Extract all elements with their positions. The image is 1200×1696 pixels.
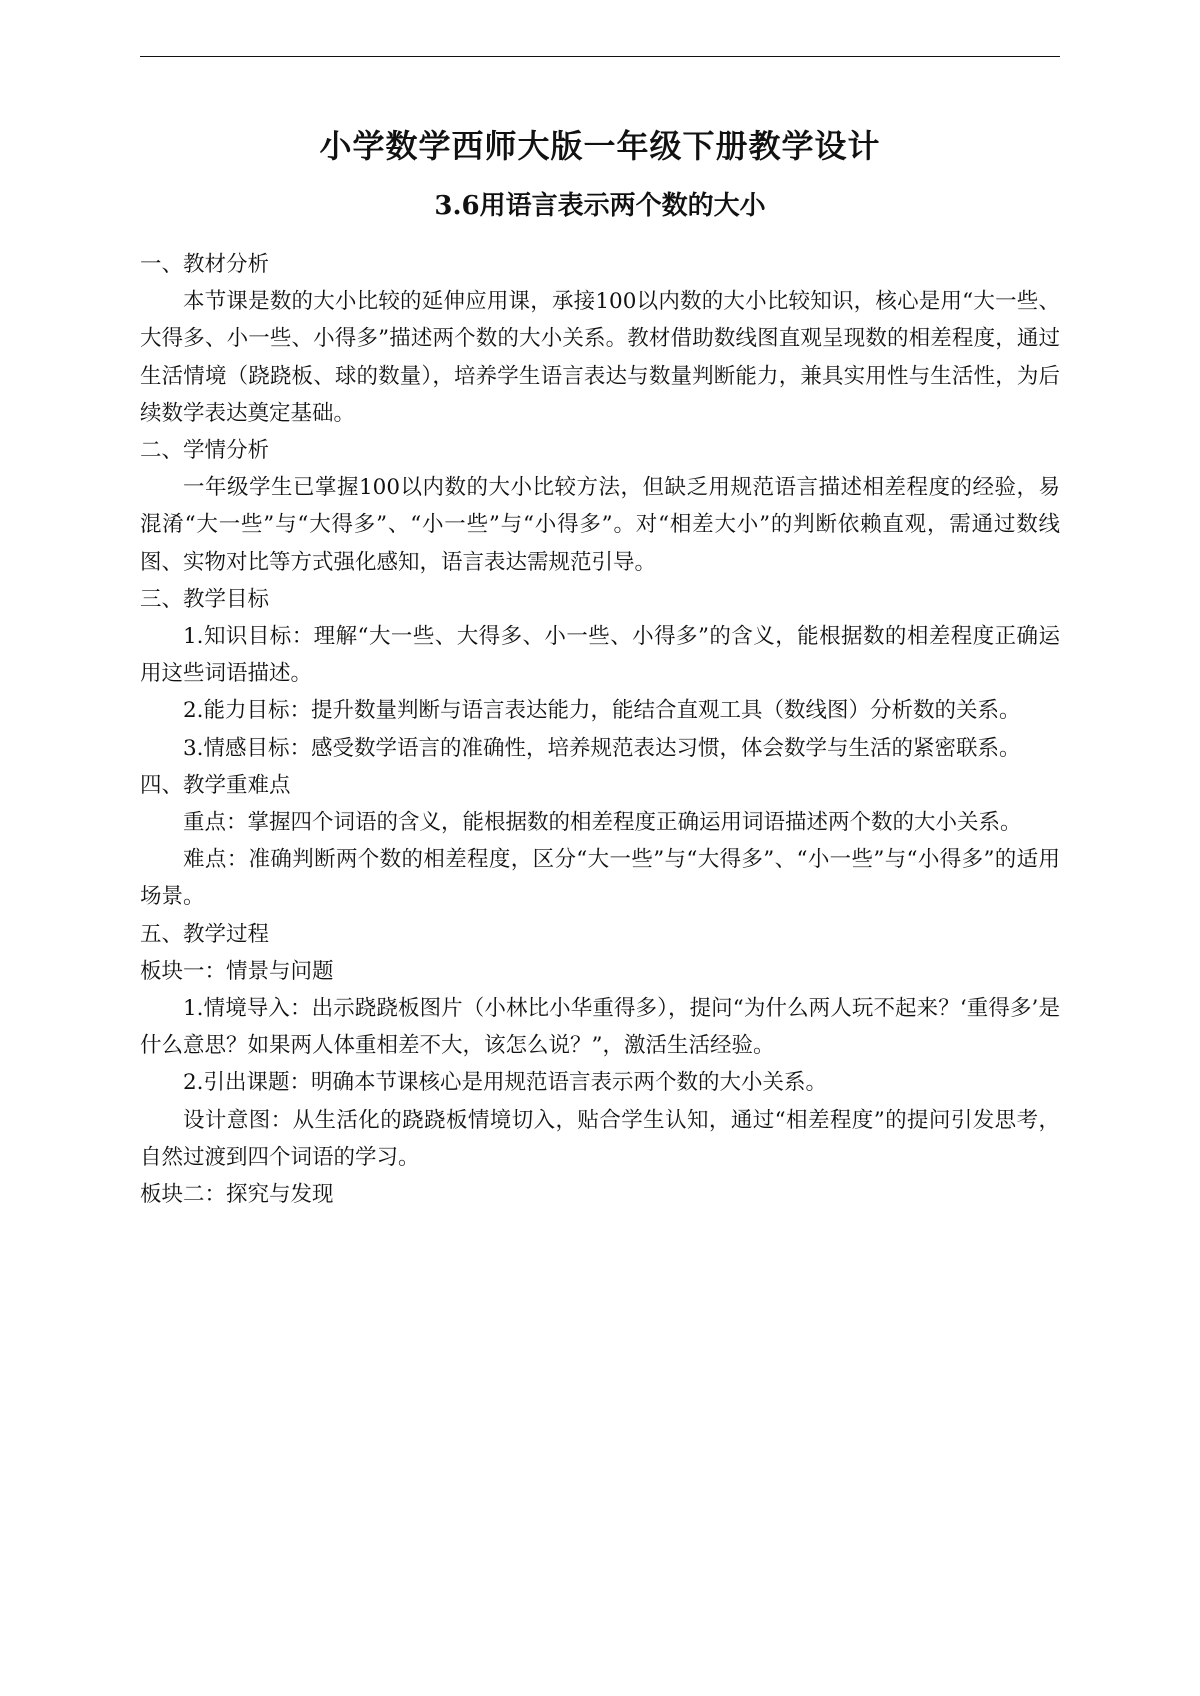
paragraph-topic-intro: 2.引出课题：明确本节课核心是用规范语言表示两个数的大小关系。 xyxy=(183,1070,828,1096)
section-heading-process: 五、教学过程 xyxy=(140,921,270,947)
paragraph-learners: 一年级学生已掌握100以内数的大小比较方法，但缺乏用规范语言描述相差程度的经验，易混淆“大一些”与“大得多”、“小一些”与“小得多”。对“相差大小”的判断依赖直观，需通过数线图、实物对比等方式强化感知，语言表达需规范引导。 xyxy=(140,475,1060,575)
block-heading-explore: 板块二：探究与发现 xyxy=(140,1182,334,1208)
document-page xyxy=(140,0,1060,1696)
paragraph-goal-ability: 2.能力目标：提升数量判断与语言表达能力，能结合直观工具（数线图）分析数的关系。 xyxy=(183,698,1021,724)
paragraph-difficulty: 难点：准确判断两个数的相差程度，区分“大一些”与“大得多”、“小一些”与“小得多”的适用场景。 xyxy=(140,847,1060,910)
section-heading-learners: 二、学情分析 xyxy=(140,438,270,464)
section-heading-key-points: 四、教学重难点 xyxy=(140,772,291,798)
paragraph-materials: 本节课是数的大小比较的延伸应用课，承接100以内数的大小比较知识，核心是用“大一些、大得多、小一些、小得多”描述两个数的大小关系。教材借助数线图直观呈现数的相差程度，通过生活情境（跷跷板、球的数量），培养学生语言表达与数量判断能力，兼具实用性与生活性，为后续数学表达奠定基础。 xyxy=(140,289,1060,426)
section-heading-goals: 三、教学目标 xyxy=(140,586,270,612)
block-heading-scenario: 板块一：情景与问题 xyxy=(140,958,334,984)
paragraph-scenario-intro: 1.情境导入：出示跷跷板图片（小林比小华重得多），提问“为什么两人玩不起来？‘重得多’是什么意思？如果两人体重相差不大，该怎么说？”，激活生活经验。 xyxy=(140,996,1060,1059)
paragraph-goal-emotion: 3.情感目标：感受数学语言的准确性，培养规范表达习惯，体会数学与生活的紧密联系。 xyxy=(183,735,1021,761)
document-title: 小学数学西师大版一年级下册教学设计 xyxy=(319,127,881,165)
header-rule xyxy=(140,56,1060,57)
paragraph-design-intent: 设计意图：从生活化的跷跷板情境切入，贴合学生认知，通过“相差程度”的提问引发思考，自然过渡到四个词语的学习。 xyxy=(140,1107,1060,1170)
section-heading-materials: 一、教材分析 xyxy=(140,252,270,277)
document-subtitle: 3.6用语言表示两个数的大小 xyxy=(434,191,766,221)
paragraph-goal-knowledge: 1.知识目标：理解“大一些、大得多、小一些、小得多”的含义，能根据数的相差程度正确运用这些词语描述。 xyxy=(140,624,1060,687)
paragraph-key-point: 重点：掌握四个词语的含义，能根据数的相差程度正确运用词语描述两个数的大小关系。 xyxy=(183,810,1022,836)
document-body xyxy=(140,246,1060,1213)
